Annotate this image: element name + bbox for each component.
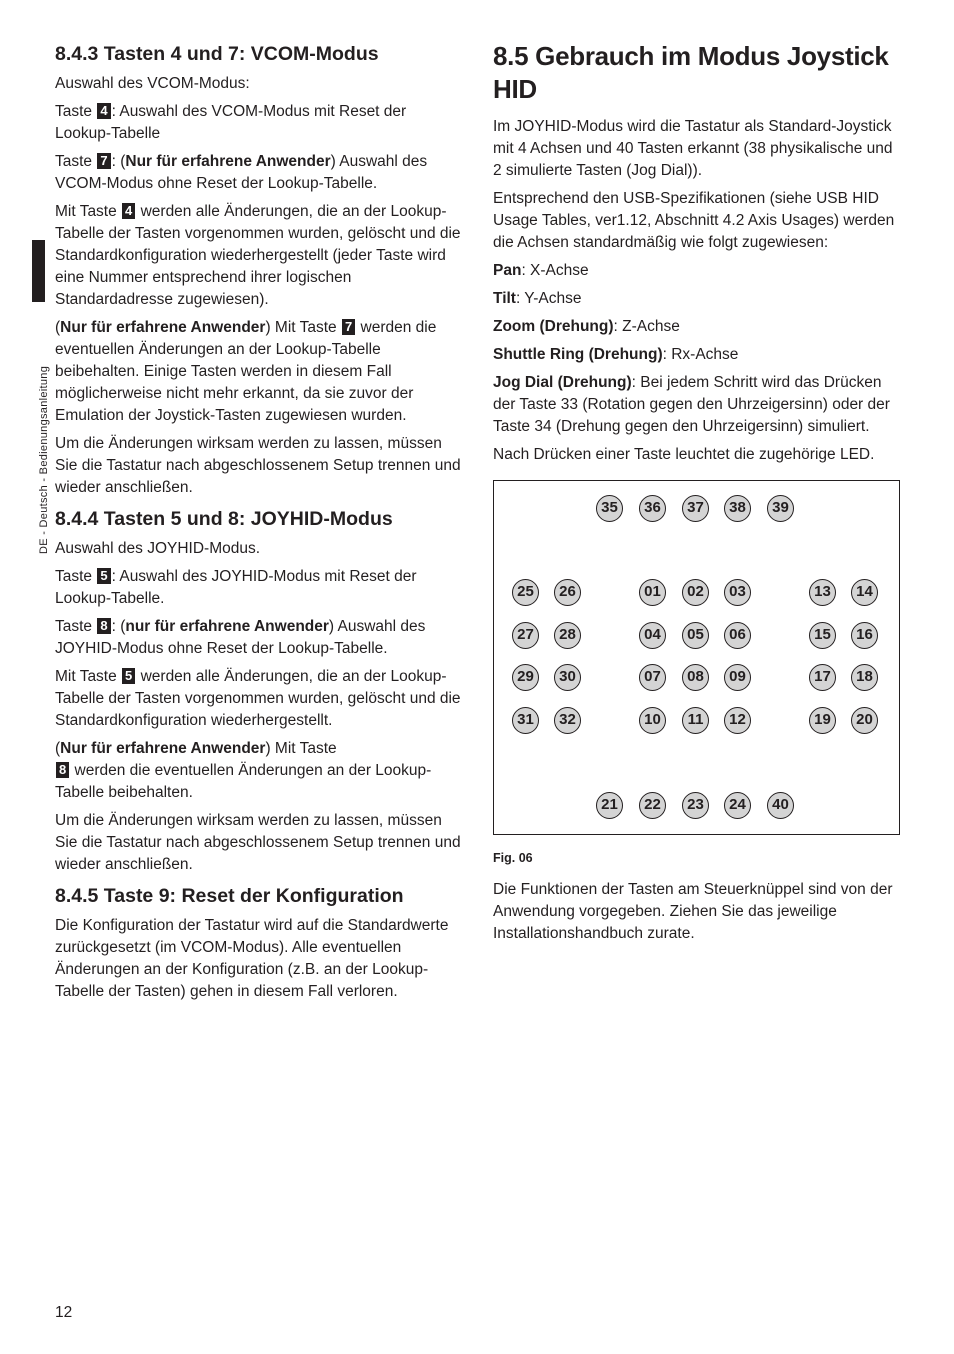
page-number: 12 — [55, 1304, 73, 1321]
button-30: 30 — [554, 664, 581, 691]
axis-pan: Pan: X-Achse — [493, 262, 589, 279]
button-03: 03 — [724, 579, 751, 606]
button-25: 25 — [512, 579, 539, 606]
button-37: 37 — [682, 495, 709, 522]
button-39: 39 — [767, 495, 794, 522]
paragraph: (Nur für erfahrene Anwender) Mit Taste 7 werden die eventuellen Änderungen an der Lookup-Tabelle beibehalten. Einige Tasten werden in diesem Fall möglicherweise nicht mehr erkannt, da sie zuvor der Emulation der Joystick-Tasten zugewiesen wurden. — [55, 319, 437, 424]
right-column — [493, 40, 903, 951]
button-07: 07 — [639, 664, 666, 691]
button-01: 01 — [639, 579, 666, 606]
paragraph: Entsprechend den USB-Spezifikationen (siehe USB HID Usage Tables, ver1.12, Abschnitt 4.2 Axis Usages) werden die Achsen standardmäßig wie folgt zugewiesen: — [493, 190, 895, 251]
paragraph: Taste 5 : Auswahl des JOYHID-Modus mit Reset der Lookup-Tabelle. — [55, 568, 417, 607]
button-12: 12 — [724, 707, 751, 734]
key-badge: 8 — [56, 762, 69, 778]
key-badge: 7 — [342, 319, 355, 335]
button-16: 16 — [851, 622, 878, 649]
paragraph: Auswahl des VCOM-Modus: — [55, 75, 250, 92]
paragraph: Mit Taste 5 werden alle Änderungen, die an der Lookup-Tabelle der Tasten vorgenommen wurden, gelöscht und die Standardkonfiguration wiederhergestellt. — [55, 668, 461, 729]
paragraph: (Nur für erfahrene Anwender) Mit Taste 8 werden die eventuellen Änderungen an der Lookup-Tabelle beibehalten. — [55, 740, 432, 801]
button-18: 18 — [851, 664, 878, 691]
button-36: 36 — [639, 495, 666, 522]
button-15: 15 — [809, 622, 836, 649]
figure-caption: Fig. 06 — [493, 851, 533, 865]
button-06: 06 — [724, 622, 751, 649]
axis-zoom: Zoom (Drehung): Z-Achse — [493, 318, 680, 335]
heading-8-4-3: 8.4.3 Tasten 4 und 7: VCOM-Modus — [55, 43, 379, 65]
button-17: 17 — [809, 664, 836, 691]
left-column — [55, 42, 465, 1009]
key-badge: 4 — [97, 103, 110, 119]
paragraph: Taste 7 : (Nur für erfahrene Anwender) Auswahl des VCOM-Modus ohne Reset der Lookup-Tabelle. — [55, 153, 428, 192]
paragraph: Um die Änderungen wirksam werden zu lassen, müssen Sie die Tastatur nach abgeschlossenem Setup trennen und wieder anschließen. — [55, 435, 461, 496]
button-02: 02 — [682, 579, 709, 606]
button-24: 24 — [724, 792, 751, 819]
button-35: 35 — [596, 495, 623, 522]
keyboard-button-figure — [493, 480, 900, 835]
paragraph: Mit Taste 4 werden alle Änderungen, die an der Lookup-Tabelle der Tasten vorgenommen wurden, gelöscht und die Standardkonfiguration wiederhergestellt (jeder Taste wird eine Nummer entsprechend ihrer logischen Standardadresse zugewiesen). — [55, 203, 461, 308]
button-32: 32 — [554, 707, 581, 734]
paragraph: Taste 4 : Auswahl des VCOM-Modus mit Reset der Lookup-Tabelle — [55, 103, 407, 142]
button-13: 13 — [809, 579, 836, 606]
button-23: 23 — [682, 792, 709, 819]
button-14: 14 — [851, 579, 878, 606]
heading-8-4-5: 8.4.5 Taste 9: Reset der Konfiguration — [55, 885, 404, 907]
button-08: 08 — [682, 664, 709, 691]
button-40: 40 — [767, 792, 794, 819]
side-label: DE - Deutsch - Bedienungsanleitung — [38, 365, 50, 554]
button-20: 20 — [851, 707, 878, 734]
paragraph: Um die Änderungen wirksam werden zu lassen, müssen Sie die Tastatur nach abgeschlossenem Setup trennen und wieder anschließen. — [55, 812, 461, 873]
side-tab-marker — [32, 240, 45, 302]
paragraph: Taste 8 : (nur für erfahrene Anwender) Auswahl des JOYHID-Modus ohne Reset der Lookup-Tabelle. — [55, 618, 426, 657]
axis-shuttle: Shuttle Ring (Drehung): Rx-Achse — [493, 346, 739, 363]
button-27: 27 — [512, 622, 539, 649]
key-badge: 5 — [122, 668, 135, 684]
button-04: 04 — [639, 622, 666, 649]
button-26: 26 — [554, 579, 581, 606]
paragraph: Auswahl des JOYHID-Modus. — [55, 540, 261, 557]
button-28: 28 — [554, 622, 581, 649]
axis-tilt: Tilt: Y-Achse — [493, 290, 582, 307]
key-badge: 7 — [97, 153, 110, 169]
button-10: 10 — [639, 707, 666, 734]
paragraph: Im JOYHID-Modus wird die Tastatur als Standard-Joystick mit 4 Achsen und 40 Tasten erkannt (38 physikalische und 2 simulierte Tasten (Jog Dial)). — [493, 118, 893, 179]
key-badge: 5 — [97, 568, 110, 584]
button-29: 29 — [512, 664, 539, 691]
key-badge: 4 — [122, 203, 135, 219]
button-31: 31 — [512, 707, 539, 734]
paragraph: Die Konfiguration der Tastatur wird auf die Standardwerte zurückgesetzt (im VCOM-Modus). Alle eventuellen Änderungen an der Konfiguration (z.B. an der Lookup-Tabelle der Tasten) gehen in diesem Fall verloren. — [55, 917, 449, 1000]
button-22: 22 — [639, 792, 666, 819]
paragraph: Die Funktionen der Tasten am Steuerknüppel sind von der Anwendung vorgegeben. Ziehen Sie das jeweilige Installationshandbuch zurate. — [493, 881, 893, 942]
heading-8-5: 8.5 Gebrauch im Modus Joystick HID — [493, 41, 889, 104]
heading-8-4-4: 8.4.4 Tasten 5 und 8: JOYHID-Modus — [55, 508, 393, 530]
paragraph: Nach Drücken einer Taste leuchtet die zugehörige LED. — [493, 446, 875, 463]
button-19: 19 — [809, 707, 836, 734]
button-05: 05 — [682, 622, 709, 649]
axis-jog: Jog Dial (Drehung): Bei jedem Schritt wird das Drücken der Taste 33 (Rotation gegen den Uhrzeigersinn) oder der Taste 34 (Drehung gegen den Uhrzeigersinn) simuliert. — [493, 374, 890, 435]
button-21: 21 — [596, 792, 623, 819]
button-38: 38 — [724, 495, 751, 522]
button-11: 11 — [682, 707, 709, 734]
key-badge: 8 — [97, 618, 110, 634]
button-09: 09 — [724, 664, 751, 691]
